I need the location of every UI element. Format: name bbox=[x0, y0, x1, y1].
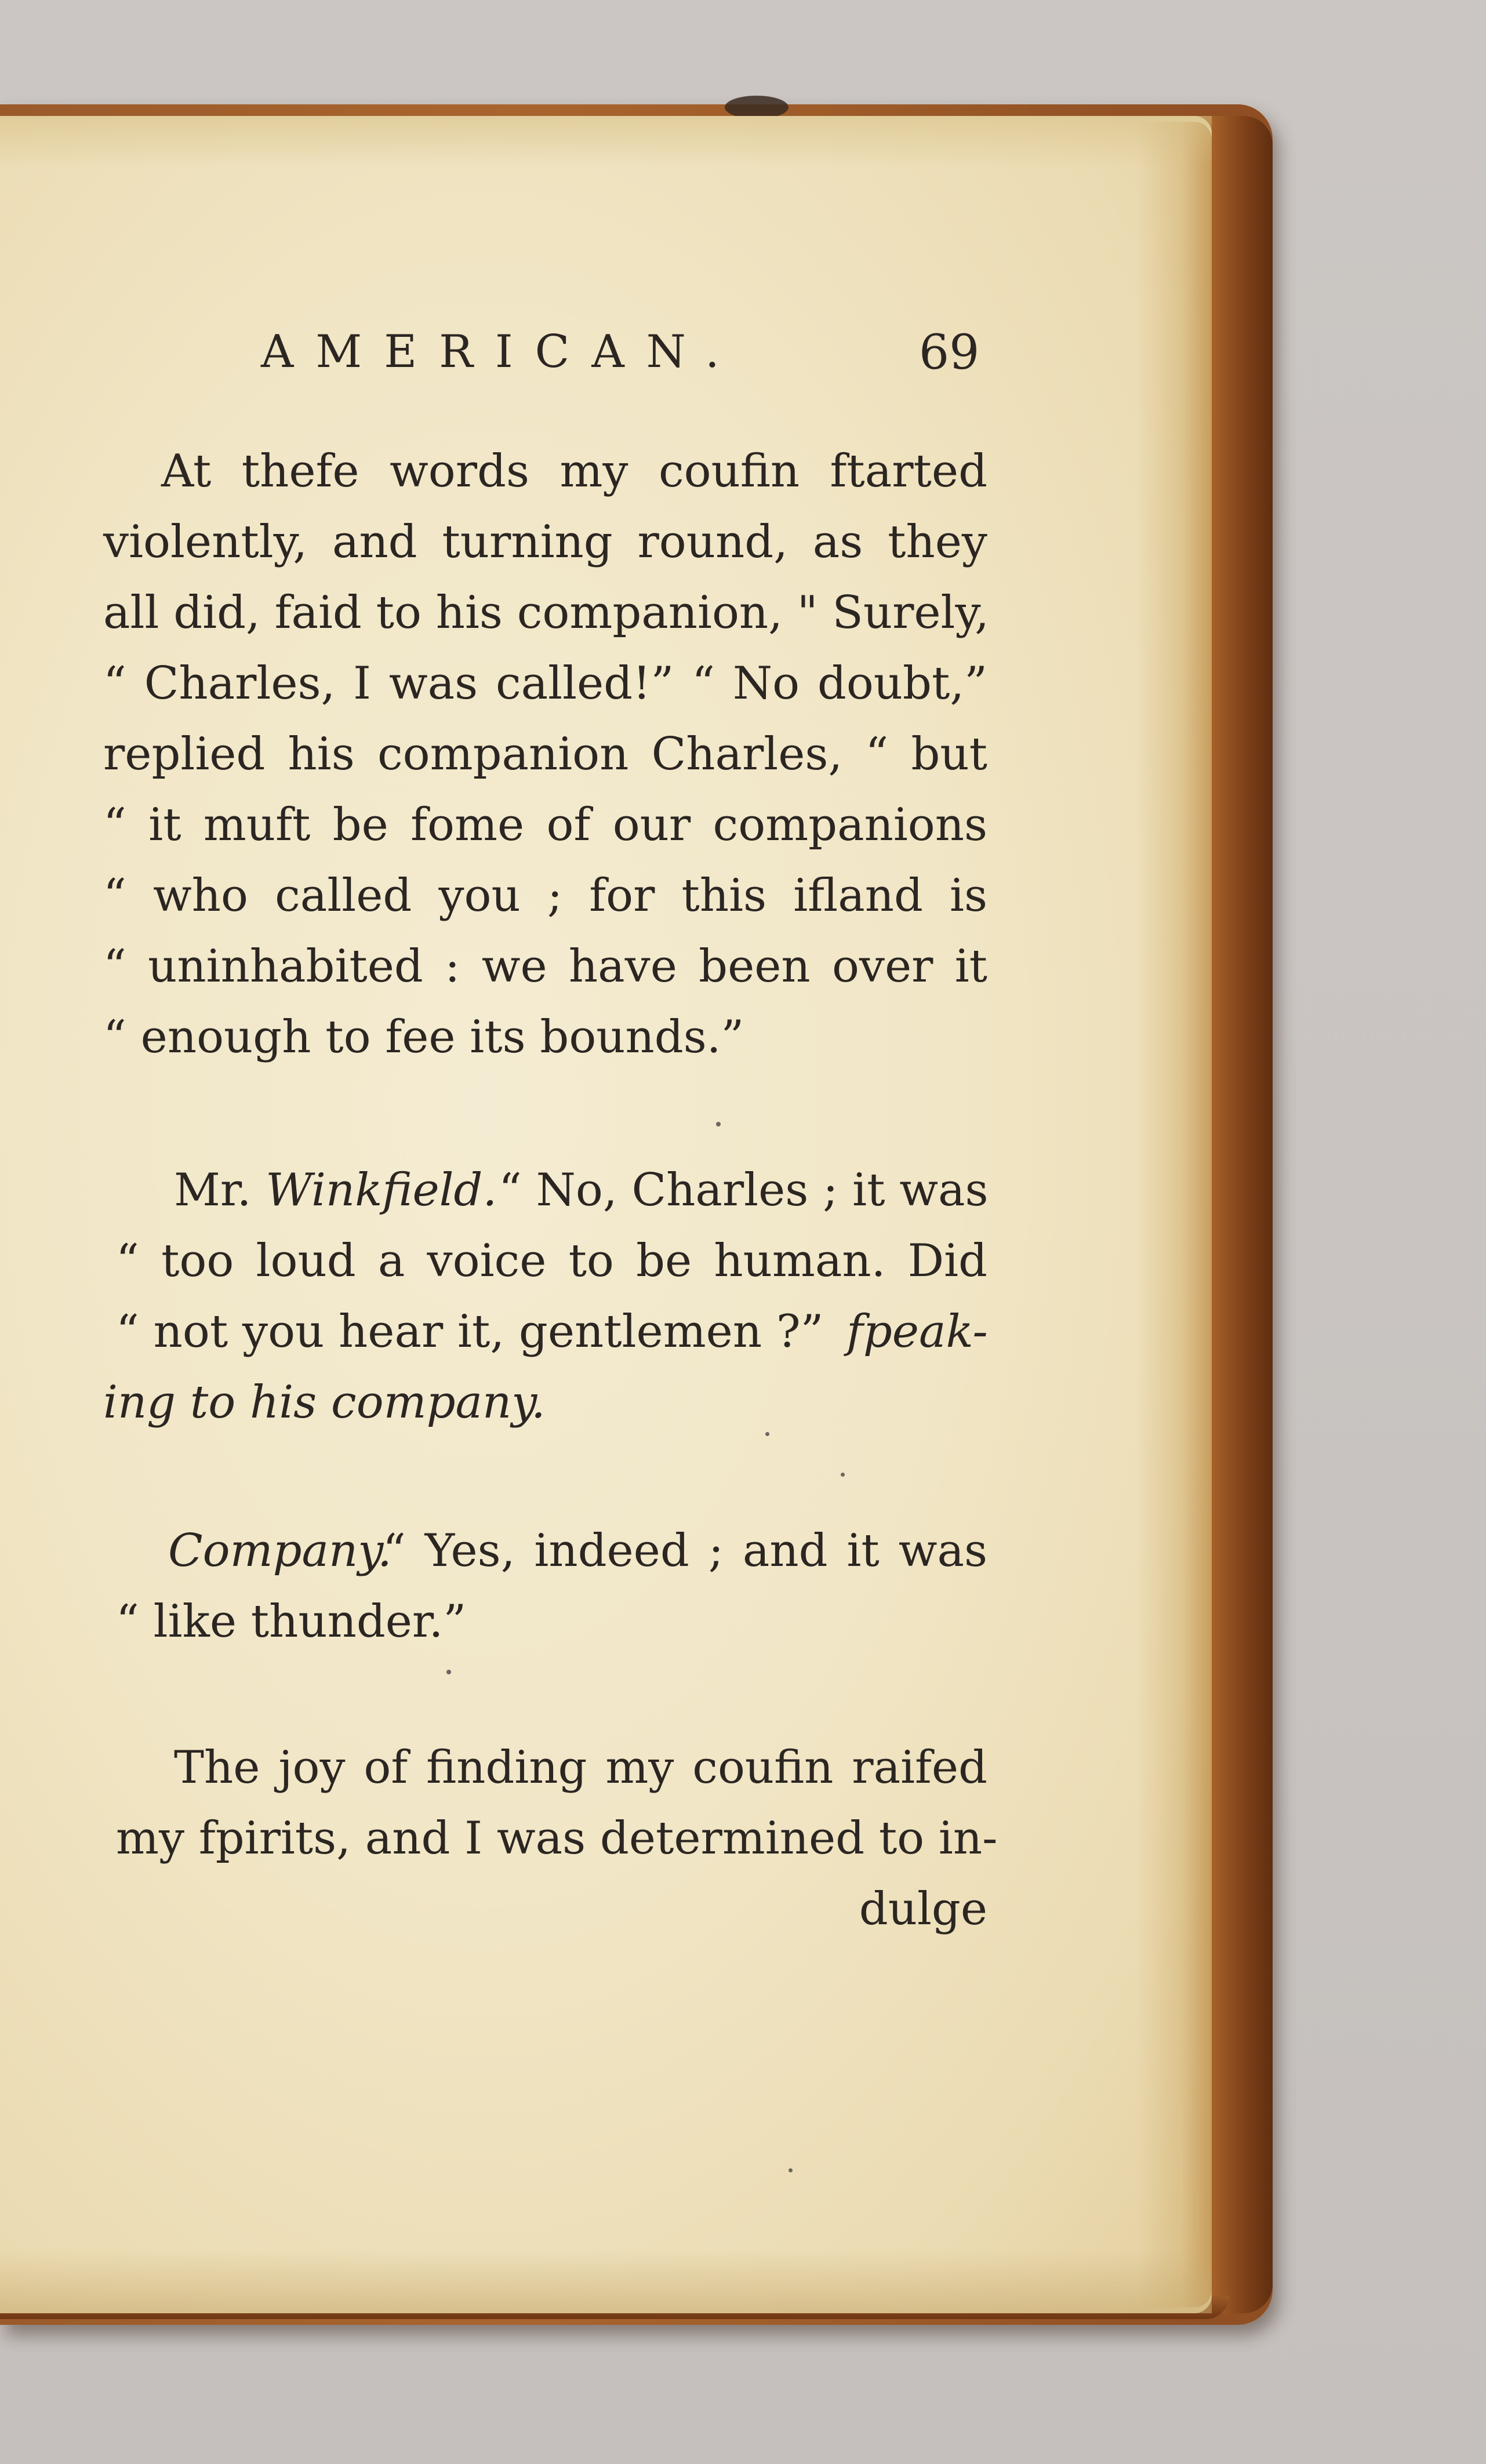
paragraph-3-line-2: “ like thunder.” bbox=[116, 1596, 467, 1648]
paragraph-1-line-9: “ enough to fee its bounds.” bbox=[103, 1011, 744, 1063]
paragraph-2-stage-direction: fpeak- bbox=[846, 1306, 988, 1358]
paragraph-1-line-6: “ it muft be fome of our companions bbox=[103, 799, 987, 851]
paragraph-2-line-2: “ too loud a voice to be human. Did bbox=[116, 1235, 987, 1287]
paragraph-3-line-1: “ Yes, indeed ; and it was bbox=[383, 1525, 987, 1577]
speaker-company: Company. bbox=[168, 1525, 392, 1577]
paragraph-1-line-2: violently, and turning round, as they bbox=[103, 516, 987, 568]
paper-speck bbox=[765, 1432, 769, 1436]
paper-speck bbox=[716, 1122, 721, 1126]
page-shadow-top bbox=[0, 116, 1212, 168]
page-number: 69 bbox=[919, 325, 980, 380]
paper-speck bbox=[446, 1670, 451, 1674]
paper-speck bbox=[841, 1473, 845, 1477]
paragraph-1-line-7: “ who called you ; for this ifland is bbox=[103, 870, 987, 922]
paragraph-2-line-1: “ No, Charles ; it was bbox=[499, 1164, 989, 1216]
paragraph-1-line-3: all did, faid to his companion, " Surely, bbox=[103, 587, 989, 639]
speaker-name: Winkfield. bbox=[266, 1164, 497, 1216]
paragraph-2-line-4: ing to his company. bbox=[103, 1376, 546, 1429]
speaker-prefix: Mr. bbox=[174, 1164, 266, 1216]
binding-mark bbox=[725, 96, 789, 119]
paragraph-1-line-5: replied his companion Charles, “ but bbox=[103, 728, 987, 780]
paragraph-1-line-8: “ uninhabited : we have been over it bbox=[103, 940, 987, 993]
speaker-winkfield bbox=[174, 1164, 497, 1216]
paragraph-1-line-1: At thefe words my coufin ftarted bbox=[161, 445, 987, 497]
paragraph-1-line-4: “ Charles, I was called!” “ No doubt,” bbox=[103, 657, 987, 710]
page-shadow-right bbox=[1136, 122, 1212, 2307]
page-shadow-bottom bbox=[0, 2249, 1212, 2313]
paragraph-4-line-1: The joy of finding my coufin raifed bbox=[174, 1742, 987, 1794]
paragraph-2-line-3: “ not you hear it, gentlemen ?” bbox=[116, 1306, 824, 1358]
paragraph-4-catchword: dulge bbox=[859, 1883, 987, 1935]
paragraph-4-line-2: my fpirits, and I was determined to in- bbox=[116, 1812, 998, 1865]
paper-speck bbox=[789, 2168, 793, 2172]
running-head: AMERICAN. bbox=[261, 326, 742, 378]
